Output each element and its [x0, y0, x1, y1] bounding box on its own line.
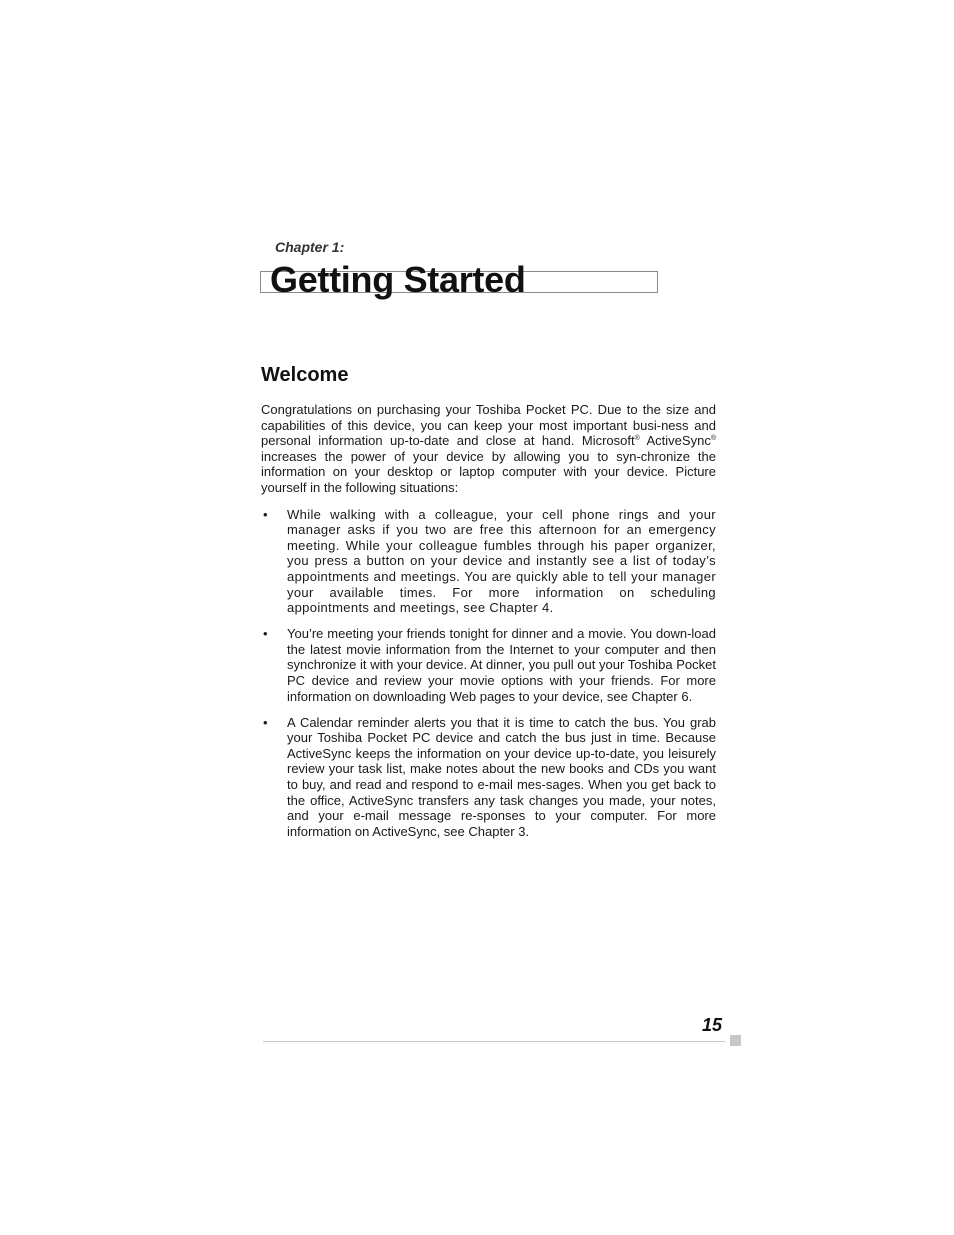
intro-text-1: Congratulations on purchasing your Toshiba Pocket PC. Due to the size and capabilities of this device, you can keep your most important busi-ness and personal information up-to-date and close at hand. Microsoft — [261, 402, 716, 449]
list-item — [261, 626, 716, 704]
intro-text-2: ActiveSync — [639, 433, 711, 449]
list-item-text: You’re meeting your friends tonight for dinner and a movie. You down-load the latest movie information from the Internet to your computer and then synchronize it with your device. At dinner, you pull out your Toshiba Pocket PC device and review your movie options with your friends. For more information on downloading Web pages to your device, see Chapter 6. — [287, 626, 716, 704]
bullet-icon: • — [263, 714, 268, 730]
section-heading: Welcome — [261, 364, 349, 386]
chapter-title: Getting Started — [270, 259, 526, 300]
page-number: 15 — [702, 1015, 723, 1035]
bullet-icon: • — [263, 506, 268, 522]
situation-list — [261, 507, 716, 840]
body-content — [261, 402, 716, 850]
list-item-text: A Calendar reminder alerts you that it is time to catch the bus. You grab your Toshiba Pocket PC device and catch the bus just in time. Because ActiveSync keeps the information on your device up-to-date, you leisurely review your task list, make notes about the new books and CDs you want to buy, and read and respond to e-mail mes-sages. When you get back to the office, ActiveSync transfers any task changes you made, your notes, and your e-mail message re-sponses to your computer. For more information on ActiveSync, see Chapter 3. — [287, 714, 716, 839]
intro-text-3: increases the power of your device by allowing you to syn-chronize the information on your desktop or laptop computer with your device. Picture yourself in the following situations: — [261, 448, 716, 495]
bullet-icon: • — [263, 626, 268, 642]
list-item — [261, 715, 716, 840]
registered-mark: ® — [634, 435, 640, 443]
chapter-label: Chapter 1: — [275, 239, 345, 255]
footer-square-icon — [730, 1035, 741, 1046]
footer-rule — [263, 1041, 725, 1042]
list-item-text: While walking with a colleague, your cell phone rings and your manager asks if you two are free this afternoon for an emergency meeting. While your colleague fumbles through his paper organizer, you press a button on your device and instantly see a list of today’s appointments and meetings. You are quickly able to tell your manager your available times. For more information on scheduling appointments and meetings, see Chapter 4. — [287, 506, 716, 616]
intro-paragraph — [261, 402, 716, 496]
list-item — [261, 507, 716, 616]
registered-mark: ® — [710, 435, 716, 443]
